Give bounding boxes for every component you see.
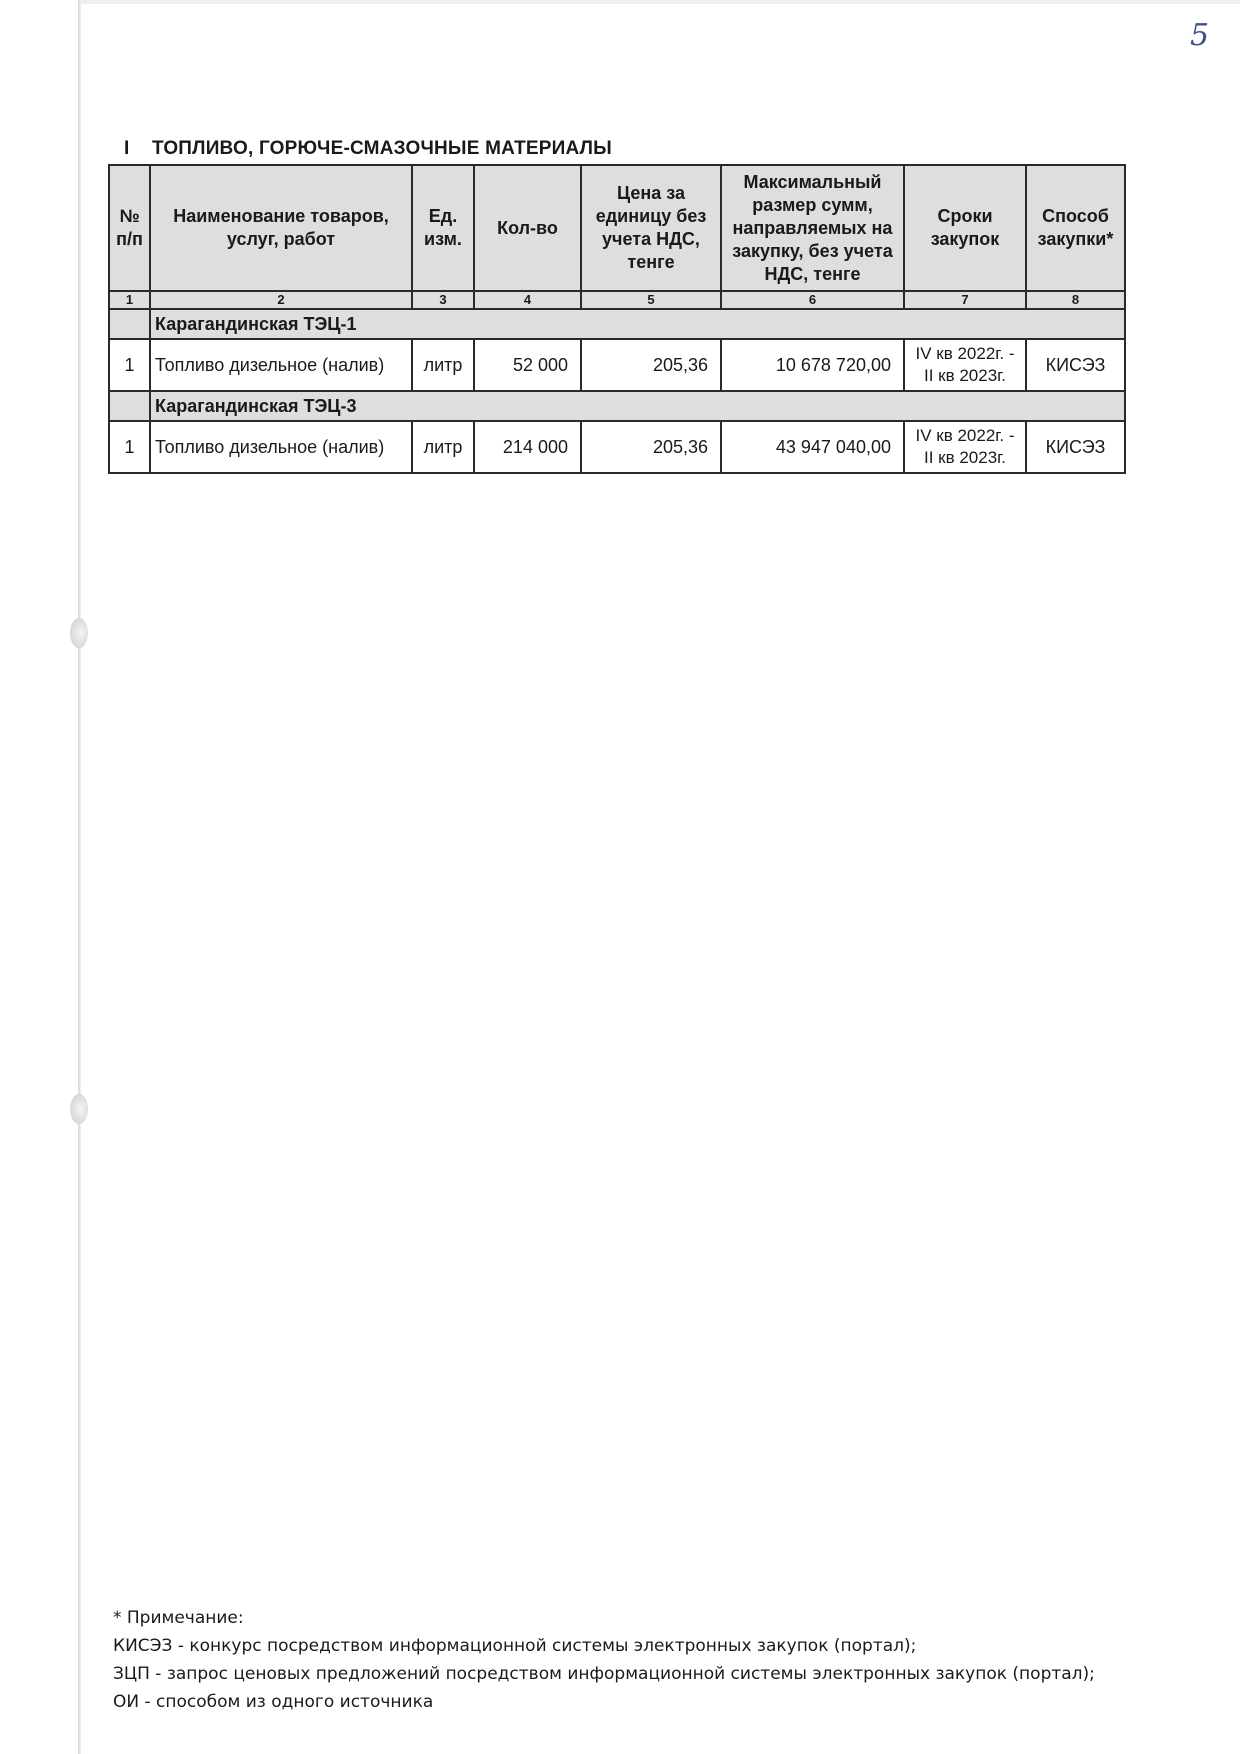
column-number: 8 — [1026, 291, 1125, 309]
handwritten-page-number: 5 — [1190, 18, 1210, 53]
cell-term — [904, 421, 1026, 473]
footnote-title: * Примечание: — [113, 1608, 244, 1628]
column-number: 6 — [721, 291, 904, 309]
column-number: 1 — [109, 291, 150, 309]
group-row-tec3 — [109, 391, 1125, 421]
group-spacer-cell — [109, 309, 150, 339]
header-cell-qty: Кол-во — [474, 165, 581, 291]
cell-unit: литр — [412, 339, 474, 391]
header-cell-name: Наименование товаров, услуг, работ — [150, 165, 412, 291]
cell-name: Топливо дизельное (налив) — [150, 421, 412, 473]
scan-left-edge — [78, 0, 81, 1754]
cell-method: КИСЭЗ — [1026, 339, 1125, 391]
column-number: 3 — [412, 291, 474, 309]
header-cell-amount: Максимальный размер сумм, направляемых на закупку, без учета НДС, тенге — [721, 165, 904, 291]
punch-hole-bottom — [70, 1094, 88, 1124]
group-name: Карагандинская ТЭЦ-1 — [150, 309, 1125, 339]
footnote-item: КИСЭЗ - конкурс посредством информационной системы электронных закупок (портал); — [113, 1636, 917, 1656]
header-cell-term: Сроки закупок — [904, 165, 1026, 291]
cell-price: 205,36 — [581, 421, 721, 473]
cell-name: Топливо дизельное (налив) — [150, 339, 412, 391]
table-row — [109, 339, 1125, 391]
column-number: 2 — [150, 291, 412, 309]
footnote-item: ЗЦП - запрос ценовых предложений посредством информационной системы электронных закупок (портал); — [113, 1664, 1095, 1684]
punch-hole-top — [70, 618, 88, 648]
cell-no: 1 — [109, 421, 150, 473]
group-row-tec1 — [109, 309, 1125, 339]
term-line-1: IV кв 2022г. - — [915, 426, 1015, 445]
footnote-block — [113, 1604, 1095, 1716]
cell-term — [904, 339, 1026, 391]
header-cell-unit: Ед. изм. — [412, 165, 474, 291]
cell-no: 1 — [109, 339, 150, 391]
cell-amount: 43 947 040,00 — [721, 421, 904, 473]
section-number: I — [124, 138, 130, 159]
column-number-row — [109, 291, 1125, 309]
scan-top-edge — [80, 0, 1240, 4]
header-cell-method: Способ закупки* — [1026, 165, 1125, 291]
cell-price: 205,36 — [581, 339, 721, 391]
cell-amount: 10 678 720,00 — [721, 339, 904, 391]
table-row — [109, 421, 1125, 473]
header-cell-price: Цена за единицу без учета НДС, тенге — [581, 165, 721, 291]
term-line-2: II кв 2023г. — [923, 448, 1007, 467]
procurement-table-wrapper — [108, 164, 1124, 474]
procurement-table — [108, 164, 1126, 474]
column-number: 7 — [904, 291, 1026, 309]
column-number: 4 — [474, 291, 581, 309]
cell-unit: литр — [412, 421, 474, 473]
footnote-item: ОИ - способом из одного источника — [113, 1692, 434, 1712]
cell-qty: 214 000 — [474, 421, 581, 473]
cell-qty: 52 000 — [474, 339, 581, 391]
group-spacer-cell — [109, 391, 150, 421]
section-title — [124, 138, 612, 160]
term-line-1: IV кв 2022г. - — [915, 344, 1015, 363]
section-title-text: ТОПЛИВО, ГОРЮЧЕ-СМАЗОЧНЫЕ МАТЕРИАЛЫ — [152, 138, 612, 159]
column-number: 5 — [581, 291, 721, 309]
term-line-2: II кв 2023г. — [923, 366, 1007, 385]
header-row — [109, 165, 1125, 291]
cell-method: КИСЭЗ — [1026, 421, 1125, 473]
group-name: Карагандинская ТЭЦ-3 — [150, 391, 1125, 421]
header-cell-no: № п/п — [109, 165, 150, 291]
